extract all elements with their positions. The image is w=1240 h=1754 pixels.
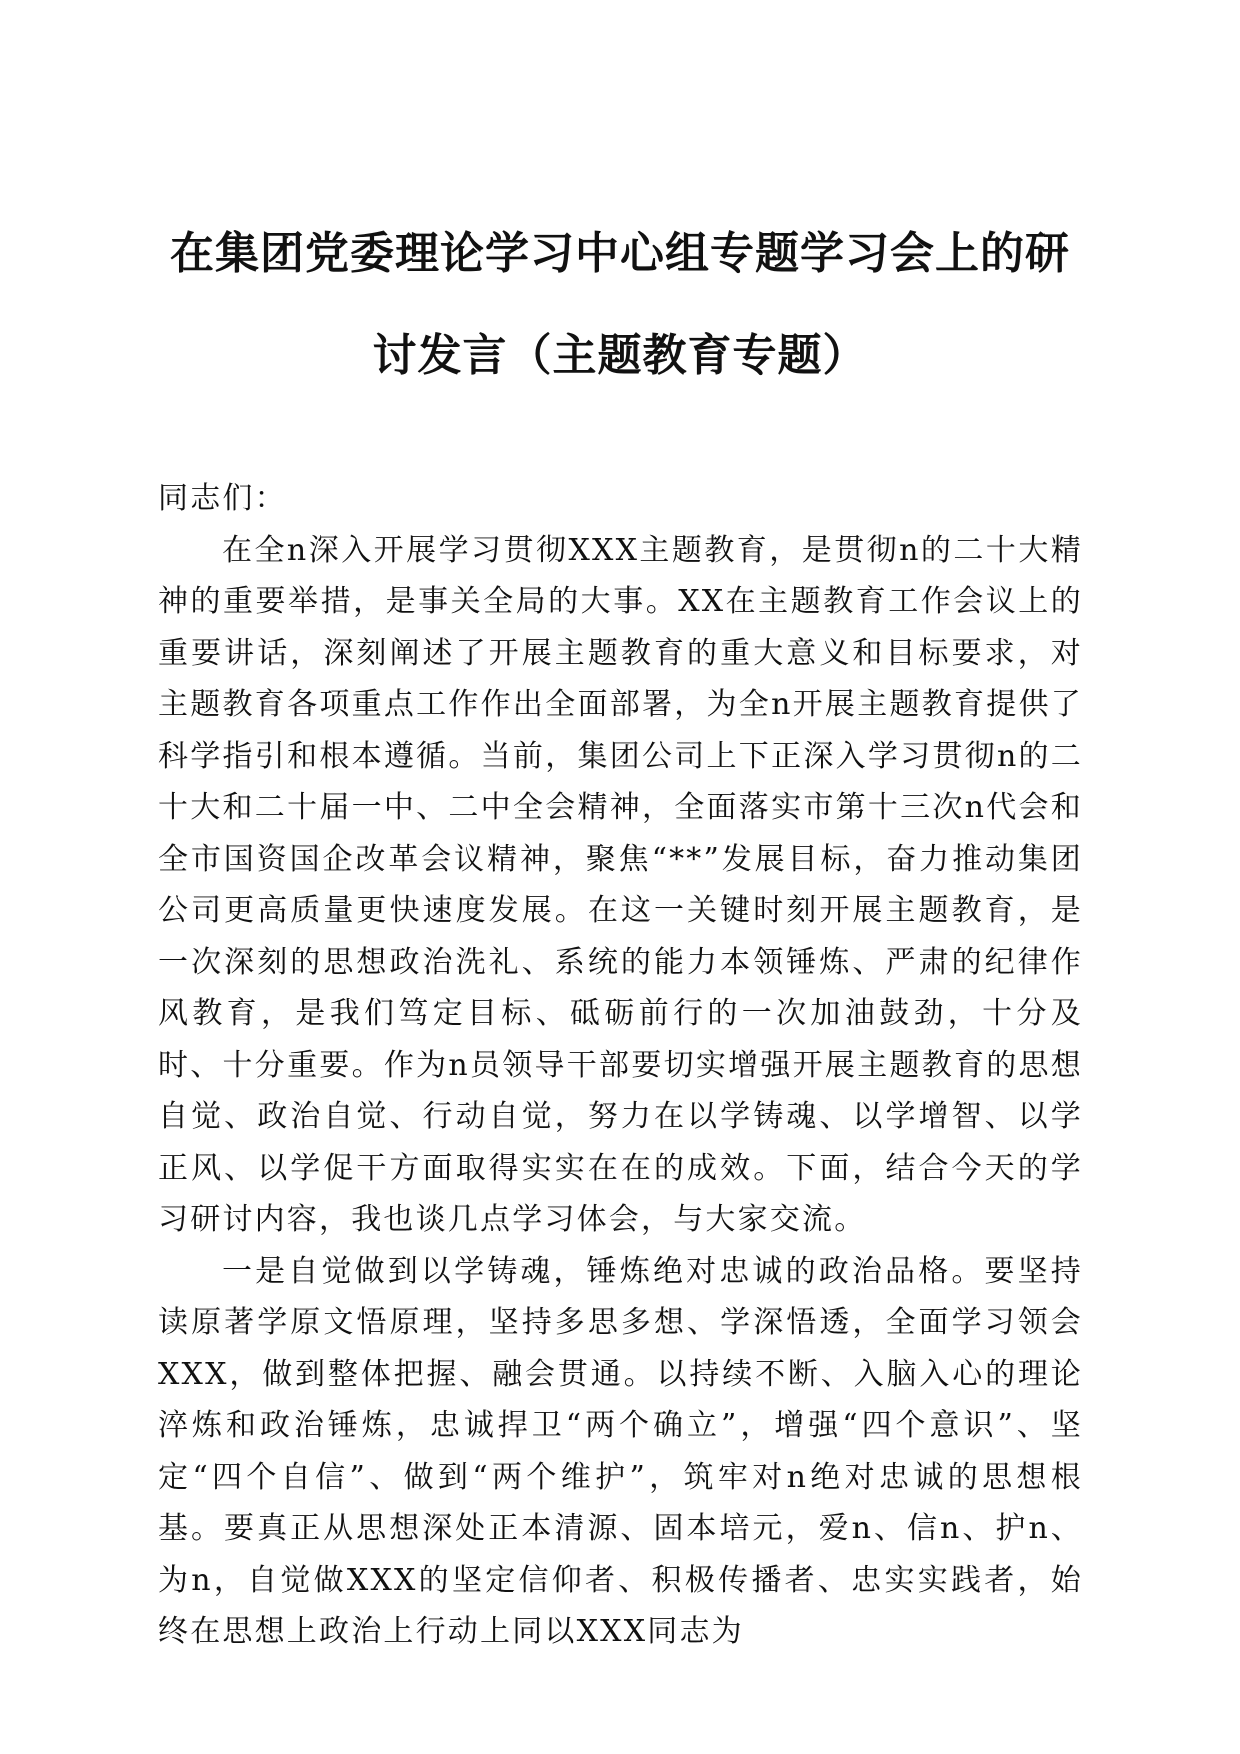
document-body <box>158 473 1083 1658</box>
paragraph-point-one: 一是自觉做到以学铸魂，锤炼绝对忠诚的政治品格。要坚持读原著学原文悟原理，坚持多思多想、学深悟透，全面学习领会XXX，做到整体把握、融会贯通。以持续不断、入脑入心的理论淬炼和政治锤炼，忠诚捍卫“两个确立”，增强“四个意识”、坚定“四个自信”、做到“两个维护”，筑牢对n绝对忠诚的思想根基。要真正从思想深处正本清源、固本培元，爱n、信n、护n、为n，自觉做XXX的坚定信仰者、积极传播者、忠实实践者，始终在思想上政治上行动上同以XXX同志为 <box>158 1253 1083 1649</box>
title-line-1: 在集团党委理论学习中心组专题学习会上的研 <box>170 228 1070 279</box>
document-title <box>150 225 1090 385</box>
salutation: 同志们： <box>158 481 287 516</box>
paragraph-intro: 在全n深入开展学习贯彻XXX主题教育，是贯彻n的二十大精神的重要举措，是事关全局的大事。XX在主题教育工作会议上的重要讲话，深刻阐述了开展主题教育的重大意义和目标要求，对主题教育各项重点工作作出全面部署，为全n开展主题教育提供了科学指引和根本遵循。当前，集团公司上下正深入学习贯彻n的二十大和二十届一中、二中全会精神，全面落实市第十三次n代会和全市国资国企改革会议精神，聚焦“**”发展目标，奋力推动集团公司更高质量更快速度发展。在这一关键时刻开展主题教育，是一次深刻的思想政治洗礼、系统的能力本领锤炼、严肃的纪律作风教育，是我们笃定目标、砥砺前行的一次加油鼓劲，十分及时、十分重要。作为n员领导干部要切实增强开展主题教育的思想自觉、政治自觉、行动自觉，努力在以学铸魂、以学增智、以学正风、以学促干方面取得实实在在的成效。下面，结合今天的学习研讨内容，我也谈几点学习体会，与大家交流。 <box>158 532 1083 1237</box>
title-line-2: 讨发言（主题教育专题） <box>372 330 868 381</box>
